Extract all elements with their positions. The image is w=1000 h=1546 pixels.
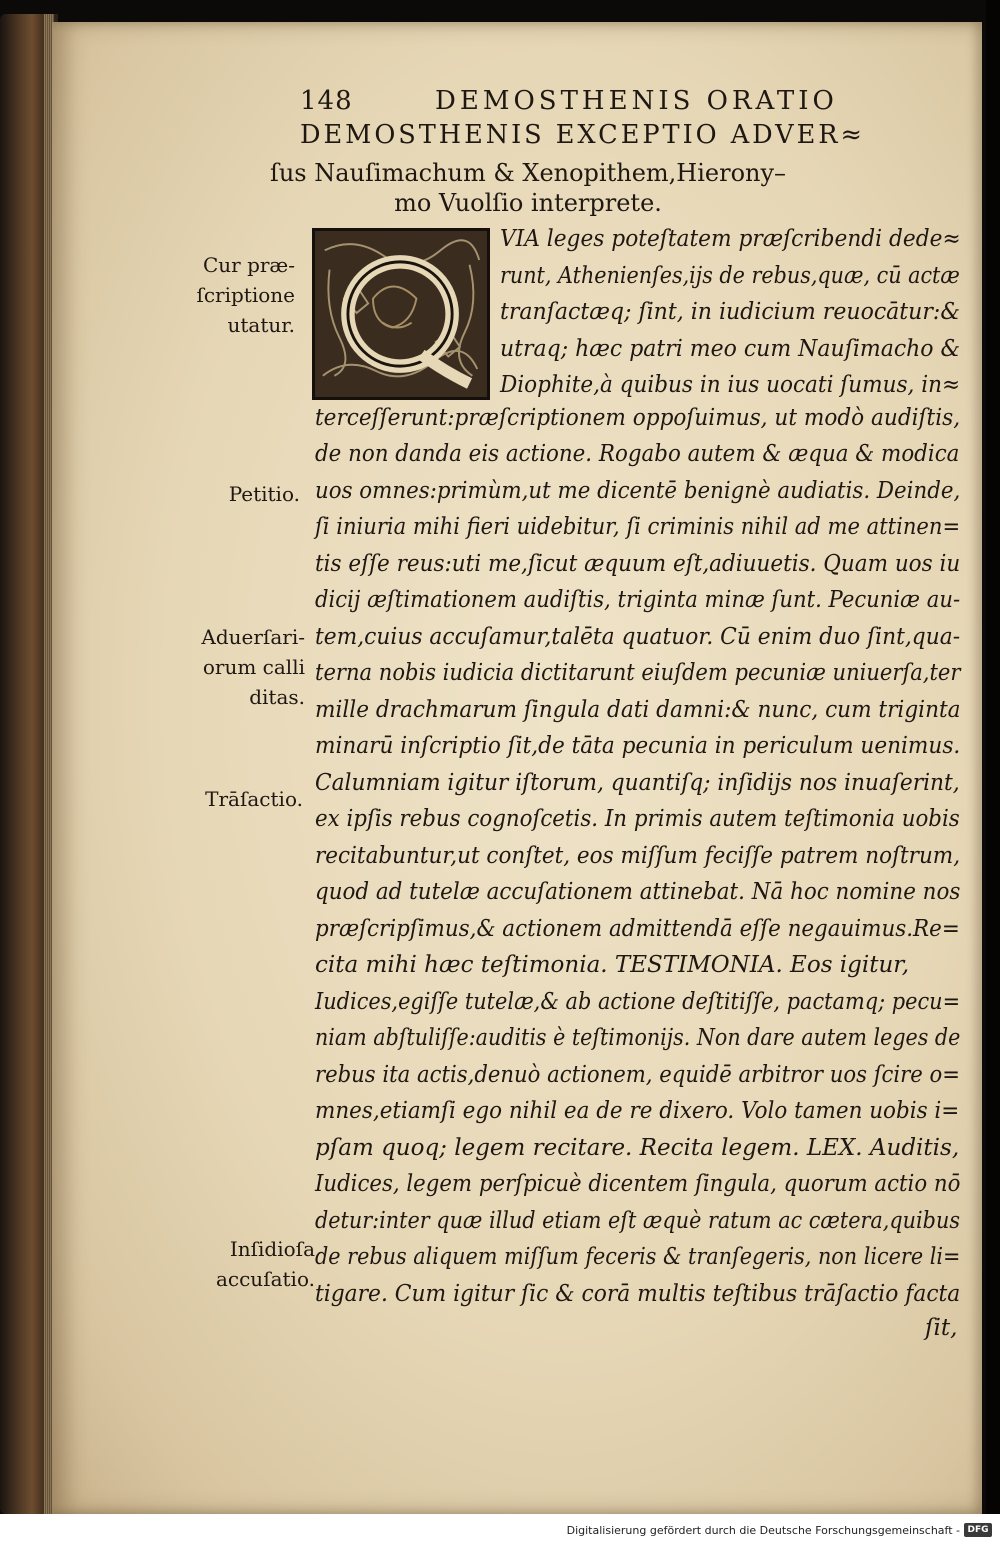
page-number: 148 [300, 86, 353, 116]
body-line: uos omnes:primùm,ut me dicentē benignè audiatis. Deinde, [315, 477, 961, 504]
body-line: niam abſtuliſſe:auditis è teſtimonijs. Non dare autem leges de [315, 1025, 961, 1051]
title-line-2: ſus Nauſimachum & Xenopithem,Hierony– [269, 159, 787, 187]
body-line: VIA leges poteſtatem præſcribendi dede≈ [500, 226, 961, 252]
body-line: rebus ita actis,denuò actionem, equidē arbitror uos ſcire o= [315, 1061, 961, 1088]
body-line: recitabuntur,ut conſtet, eos miſſum feciſſe patrem noſtrum, [315, 842, 961, 869]
footer-credit: Digitalisierung gefördert durch die Deutsche Forschungsgemeinschaft - [566, 1524, 960, 1537]
body-line: runt, Athenienſes,ijs de rebus,quæ, cū actæ [500, 262, 960, 289]
body-line: minarū inſcriptio ſit,de tāta pecunia in periculum uenimus. [315, 733, 961, 759]
dfg-logo: DFG [964, 1523, 992, 1537]
digitization-footer [0, 1514, 1000, 1546]
margin-note-trasactio: Trāſactio. [205, 787, 303, 811]
body-line: tis eſſe reus:uti me,ſicut æquum eſt,adiuuetis. Quam uos iu [315, 550, 961, 577]
body-line: Iudices,egiſſe tutelæ,& ab actione deſtitiſſe, pactamq; pecu= [315, 988, 961, 1015]
body-line: mille drachmarum ſingula dati damni:& nunc, cum triginta [315, 696, 961, 723]
body-line: Calumniam igitur iſtorum, quantiſq; inſidijs nos inuaſerint, [315, 769, 960, 796]
body-line: tem,cuius accuſamur,talēta quatuor. Cū enim duo ſint,qua- [315, 623, 961, 650]
body-line: de rebus aliquem miſſum feceris & tranſegeris, non licere li= [315, 1244, 961, 1270]
body-line: cita mihi hæc teſtimonia. TESTIMONIA. Eos igitur, [315, 952, 910, 978]
book-edge-left [0, 14, 58, 1514]
body-line: quod ad tutelæ accuſationem attinebat. Nā hoc nomine nos [315, 879, 961, 905]
body-line: Iudices, legem perſpicuè dicentem ſingula, quorum actio nō [315, 1171, 961, 1197]
running-head: DEMOSTHENIS ORATIO [435, 86, 838, 116]
title-line-1: DEMOSTHENIS EXCEPTIO ADVER≈ [300, 120, 865, 150]
body-line: de non danda eis actione. Rogabo autem & æqua & modica [315, 441, 960, 467]
body-line: ſi iniuria mihi fieri uidebitur, ſi criminis nihil ad me attinen= [315, 514, 961, 540]
title-line-3: mo Vuolſio interprete. [394, 189, 662, 217]
body-line: dicij æſtimationem audiſtis, triginta minæ ſunt. Pecuniæ au- [315, 587, 961, 613]
book-edge-right [986, 0, 1000, 1515]
body-line: ex ipſis rebus cognoſcetis. In primis autem teſtimonia uobis [315, 806, 960, 832]
margin-note-aduersariorum: Aduerſari- orum calli ditas. [201, 625, 305, 709]
margin-note-petitio: Petitio. [228, 482, 300, 506]
body-line: terna nobis iudicia dictitarunt eiuſdem pecuniæ uniuerſa,ter [315, 660, 961, 686]
body-line: utraq; hæc patri meo cum Nauſimacho & [500, 335, 961, 362]
body-line: ſit, [925, 1315, 958, 1341]
body-line: terceſſerunt:præſcriptionem oppoſuimus, ut modò audiſtis, [315, 404, 961, 431]
body-line: tigare. Cum igitur ſic & corā multis teſtibus trāſactio facta [315, 1280, 961, 1307]
decorated-initial-q [312, 228, 490, 400]
margin-note-insidiosa: Inſidioſa accuſatio. [215, 1237, 315, 1291]
body-line: pſam quoq; legem recitare. Recita legem. LEX. Auditis, [315, 1134, 960, 1161]
body-line: tranſactæq; ſint, in iudicium reuocātur:& [500, 299, 960, 325]
body-line: præſcripſimus,& actionem admittendā eſſe negauimus.Re= [315, 915, 960, 942]
margin-note-cur: Cur præ- ſcriptione utatur. [196, 253, 295, 337]
body-line: detur:inter quæ illud etiam eſt æquè ratum ac cætera,quibus [315, 1207, 960, 1234]
body-line: Diophite,à quibus in ius uocati ſumus, in≈ [500, 372, 961, 398]
body-line: mnes,etiamſi ego nihil ea de re dixero. Volo tamen uobis i= [315, 1098, 960, 1124]
